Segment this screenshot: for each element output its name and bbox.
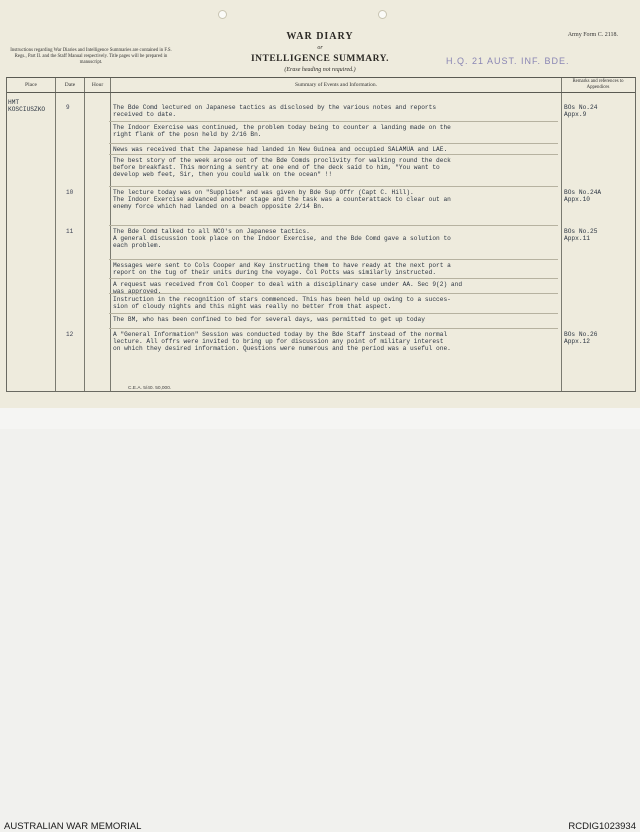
entry-date: 9	[66, 104, 70, 111]
footer-bar	[0, 408, 640, 832]
entry-divider	[109, 143, 558, 144]
diary-page	[0, 0, 640, 408]
column-divider	[84, 78, 85, 391]
entry-text-line: was approved.	[113, 288, 162, 296]
col-header-date: Date	[64, 82, 76, 88]
entry-text-line: each problem.	[113, 242, 162, 250]
entry-divider	[109, 293, 558, 294]
form-imprint: C.E.A. 5/40. 50,000.	[128, 386, 172, 391]
diary-subtitle: INTELLIGENCE SUMMARY.	[250, 54, 390, 64]
column-divider	[55, 78, 56, 391]
entry-divider	[109, 121, 558, 122]
entry-divider	[109, 278, 558, 279]
col-header-summary: Summary of Events and Information.	[294, 82, 378, 88]
entry-text-line: right flank of the posn held by 2/16 Bn.	[113, 131, 262, 139]
column-divider	[561, 78, 562, 391]
instructions-text: Instructions regarding War Diaries and Intelligence Summaries are contained in F.S. Regs., Part II. and the Staff Manual respectively. Title pages will be prepared in manuscript.	[10, 48, 172, 65]
entry-text-line: A general discussion took place on the Indoor Exercise, and the Bde Comd gave a solution to	[113, 235, 451, 243]
punch-hole	[378, 10, 387, 19]
entry-divider	[109, 313, 558, 314]
entry-text-line: The Bde Comd talked to all NCO's on Japanese tactics.	[113, 228, 310, 235]
entry-text-line: The best story of the week arose out of the Bde Comds proclivity for walking round the deck	[113, 157, 451, 164]
col-header-hour: Hour	[91, 82, 104, 88]
entry-text-line: News was received that the Japanese had landed in New Guinea and occupied SALAMUA and LAE.	[113, 146, 448, 153]
place-line-2: KOSCIUSZKO	[8, 106, 46, 113]
or-text: or	[317, 45, 323, 51]
entry-divider	[109, 186, 558, 187]
entry-remark: Appx.12	[564, 338, 590, 346]
entry-text-line: received to date.	[113, 111, 177, 119]
entry-remark: BOs No.26	[564, 331, 598, 338]
entry-text-line: develop web feet, Sir, then you could walk on the ocean" !!	[113, 171, 333, 179]
entry-text-line: A "General Information" Session was conducted today by the Bde Staff instead of the normal	[113, 331, 448, 338]
entry-text-line: enemy force which had landed on a beach opposite 2/14 Bn.	[113, 203, 325, 211]
entry-remark: Appx.11	[564, 235, 590, 243]
entry-remark: BOs No.25	[564, 228, 598, 235]
entry-remark: Appx.10	[564, 196, 590, 204]
entry-text-line: The Indoor Exercise advanced another stage and the task was a counterattack to clear out an	[113, 196, 451, 204]
entry-divider	[109, 259, 558, 260]
entry-text-line: Instruction in the recognition of stars commenced. This has been held up owing to a succes-	[113, 296, 451, 303]
entry-remark: Appx.9	[564, 111, 587, 119]
entry-date: 12	[66, 331, 74, 338]
column-divider	[110, 78, 111, 391]
footer-institution: AUSTRALIAN WAR MEMORIAL	[4, 821, 142, 832]
entry-date: 11	[66, 228, 74, 235]
entry-divider	[109, 225, 558, 226]
entry-text-line: The BM, who has been confined to bed for several days, was permitted to get up today	[113, 316, 425, 323]
place-line-1: HMT	[8, 99, 20, 106]
punch-hole	[218, 10, 227, 19]
entry-text-line: before breakfast. This morning a sentry at one end of the deck said to him, "You want to	[113, 164, 440, 172]
entry-divider	[109, 328, 558, 329]
entry-text-line: on which they desired information. Questions were numerous and the period was a useful one.	[113, 345, 451, 353]
entry-text-line: Messages were sent to Cols Cooper and Key instructing them to have ready at the next port a	[113, 262, 451, 269]
entry-remark: BOs No.24A	[564, 189, 602, 196]
footer-reference: RCDIG1023934	[568, 821, 636, 832]
diary-title: WAR DIARY	[286, 31, 354, 42]
entry-text-line: The Bde Comd lectured on Japanese tactics as disclosed by the various notes and reports	[113, 104, 437, 111]
entry-date: 10	[66, 189, 74, 196]
col-header-remarks: Remarks and references to Appendices	[572, 79, 624, 90]
entry-text-line: lecture. All offrs were invited to bring up for discussion any point of military interest	[113, 338, 444, 346]
erase-note: (Erase heading not required.)	[284, 67, 356, 73]
entry-text-line: A request was received from Col Cooper to deal with a disciplinary case under AA. Sec 9(2) and	[113, 281, 463, 288]
entry-remark: BOs No.24	[564, 104, 598, 111]
col-header-place: Place	[25, 82, 37, 88]
entry-divider	[109, 154, 558, 155]
form-number: Army Form C. 2118.	[567, 32, 618, 38]
entry-text-line: sion of cloudy nights and this night was really no better from that aspect.	[113, 303, 392, 311]
entry-text-line: The lecture today was on "Supplies" and was given by Bde Sup Offr (Capt C. Hill).	[113, 189, 414, 196]
header-rule	[7, 92, 635, 93]
entry-text-line: The Indoor Exercise was continued, the problem today being to counter a landing made on the	[113, 124, 451, 131]
hq-stamp: H.Q. 21 AUST. INF. BDE.	[446, 56, 570, 66]
entry-text-line: report on the tug of their units during the voyage. Col Potts was similarly instructed.	[113, 269, 437, 277]
